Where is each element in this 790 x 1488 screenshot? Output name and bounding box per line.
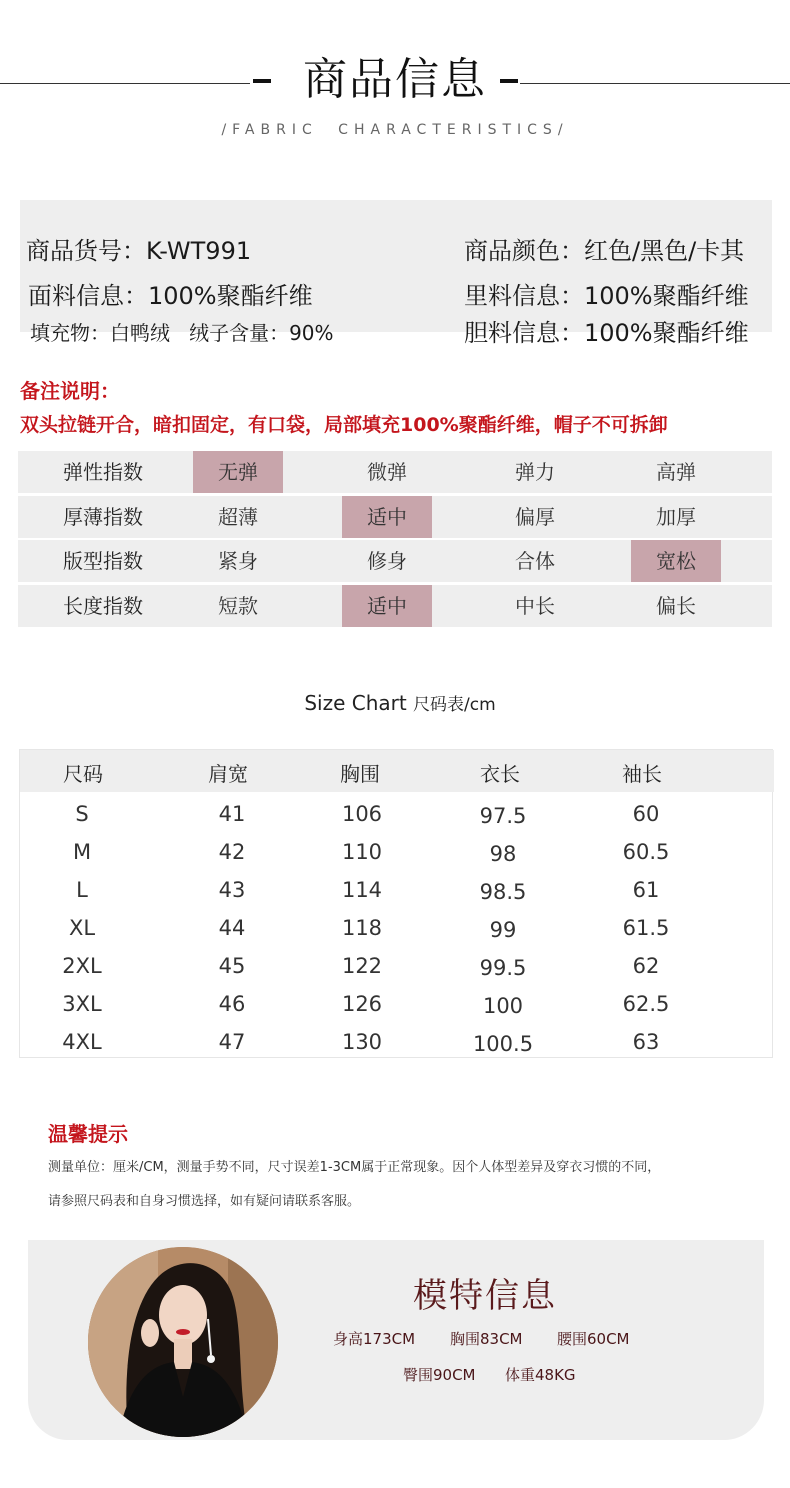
size-cell: XL <box>68 916 96 940</box>
size-cell: 47 <box>218 1030 246 1054</box>
size-chart-table <box>19 749 773 1058</box>
index-option: 紧身 <box>218 549 258 573</box>
size-chart-title-en: Size Chart <box>304 691 407 715</box>
note-heading: 备注说明： <box>20 379 120 403</box>
index-option: 偏长 <box>656 594 696 618</box>
index-option-selected: 适中 <box>342 585 432 627</box>
index-option: 合体 <box>515 549 555 573</box>
size-cell: 42 <box>218 840 246 864</box>
size-cell: 97.5 <box>479 804 527 828</box>
note-text: 双头拉链开合，暗扣固定，有口袋，局部填充100%聚酯纤维，帽子不可拆卸 <box>20 414 668 436</box>
model-photo <box>88 1247 278 1437</box>
index-option: 弹力 <box>515 460 555 484</box>
size-cell: 122 <box>341 954 383 978</box>
size-cell: 60 <box>632 802 660 826</box>
index-row-label: 厚薄指数 <box>63 505 143 529</box>
info-inner: 胆料信息：100%聚酯纤维 <box>464 319 749 347</box>
info-sku: 商品货号：K-WT991 <box>26 237 252 265</box>
index-option: 修身 <box>367 549 407 573</box>
size-cell: 118 <box>341 916 383 940</box>
tips-heading: 温馨提示 <box>48 1122 128 1146</box>
index-option-selected: 适中 <box>342 496 432 538</box>
size-cell: 99.5 <box>479 956 527 980</box>
size-cell: 4XL <box>62 1030 102 1054</box>
size-cell: 62.5 <box>622 992 670 1016</box>
size-cell: 130 <box>341 1030 383 1054</box>
header-shoulder: 肩宽 <box>208 762 248 786</box>
size-cell: S <box>75 802 89 826</box>
model-portrait-illustration <box>88 1247 278 1437</box>
size-cell: M <box>72 840 92 864</box>
model-title: 模特信息 <box>413 1276 557 1316</box>
size-cell: 100.5 <box>472 1032 534 1056</box>
size-cell: 45 <box>218 954 246 978</box>
model-weight: 体重48KG <box>505 1366 576 1384</box>
header-length: 衣长 <box>480 762 520 786</box>
model-height: 身高173CM <box>333 1330 416 1348</box>
index-row-label: 长度指数 <box>63 594 143 618</box>
size-cell: 98.5 <box>479 880 527 904</box>
header-size: 尺码 <box>63 762 103 786</box>
page-subtitle: /FABRIC CHARACTERISTICS/ <box>221 122 569 138</box>
tips-line-2: 请参照尺码表和自身习惯选择，如有疑问请联系客服。 <box>48 1194 361 1209</box>
size-cell: 126 <box>341 992 383 1016</box>
model-waist: 腰围60CM <box>557 1330 630 1348</box>
index-row <box>18 585 772 627</box>
size-cell: 60.5 <box>622 840 670 864</box>
size-cell: 114 <box>341 878 383 902</box>
size-cell: 100 <box>482 994 524 1018</box>
size-cell: L <box>76 878 88 902</box>
size-chart-header <box>20 750 774 792</box>
info-filling: 填充物：白鸭绒 绒子含量：90% <box>30 321 334 345</box>
size-chart-title <box>0 690 790 715</box>
tips-line-1: 测量单位：厘米/CM，测量手势不同，尺寸误差1-3CM属于正常现象。因个人体型差异及穿衣习惯的不同， <box>48 1160 661 1175</box>
model-hip: 臀围90CM <box>403 1366 476 1384</box>
size-cell: 98 <box>489 842 517 866</box>
size-cell: 41 <box>218 802 246 826</box>
index-option: 超薄 <box>218 505 258 529</box>
size-cell: 2XL <box>62 954 102 978</box>
product-info-panel <box>20 200 772 332</box>
size-cell: 3XL <box>62 992 102 1016</box>
size-cell: 110 <box>341 840 383 864</box>
index-option: 中长 <box>515 594 555 618</box>
index-option: 加厚 <box>656 505 696 529</box>
index-option: 微弹 <box>367 460 407 484</box>
size-cell: 62 <box>632 954 660 978</box>
page-title: 商品信息 <box>303 54 487 105</box>
info-fabric: 面料信息：100%聚酯纤维 <box>28 282 313 310</box>
size-cell: 61 <box>632 878 660 902</box>
info-lining: 里料信息：100%聚酯纤维 <box>464 282 749 310</box>
header-sleeve: 袖长 <box>622 762 662 786</box>
size-cell: 106 <box>341 802 383 826</box>
index-option-selected: 无弹 <box>193 451 283 493</box>
size-cell: 43 <box>218 878 246 902</box>
size-cell: 61.5 <box>622 916 670 940</box>
size-cell: 99 <box>489 918 517 942</box>
info-color: 商品颜色：红色/黑色/卡其 <box>464 237 745 265</box>
index-row-label: 弹性指数 <box>63 460 143 484</box>
model-bust: 胸围83CM <box>450 1330 523 1348</box>
index-row <box>18 451 772 493</box>
size-chart-title-cn: 尺码表/cm <box>413 695 496 715</box>
index-row <box>18 540 772 582</box>
index-option: 偏厚 <box>515 505 555 529</box>
index-option: 高弹 <box>656 460 696 484</box>
size-cell: 44 <box>218 916 246 940</box>
index-row <box>18 496 772 538</box>
header-chest: 胸围 <box>340 762 380 786</box>
index-row-label: 版型指数 <box>63 549 143 573</box>
size-cell: 46 <box>218 992 246 1016</box>
index-option: 短款 <box>218 594 258 618</box>
index-option-selected: 宽松 <box>631 540 721 582</box>
size-cell: 63 <box>632 1030 660 1054</box>
